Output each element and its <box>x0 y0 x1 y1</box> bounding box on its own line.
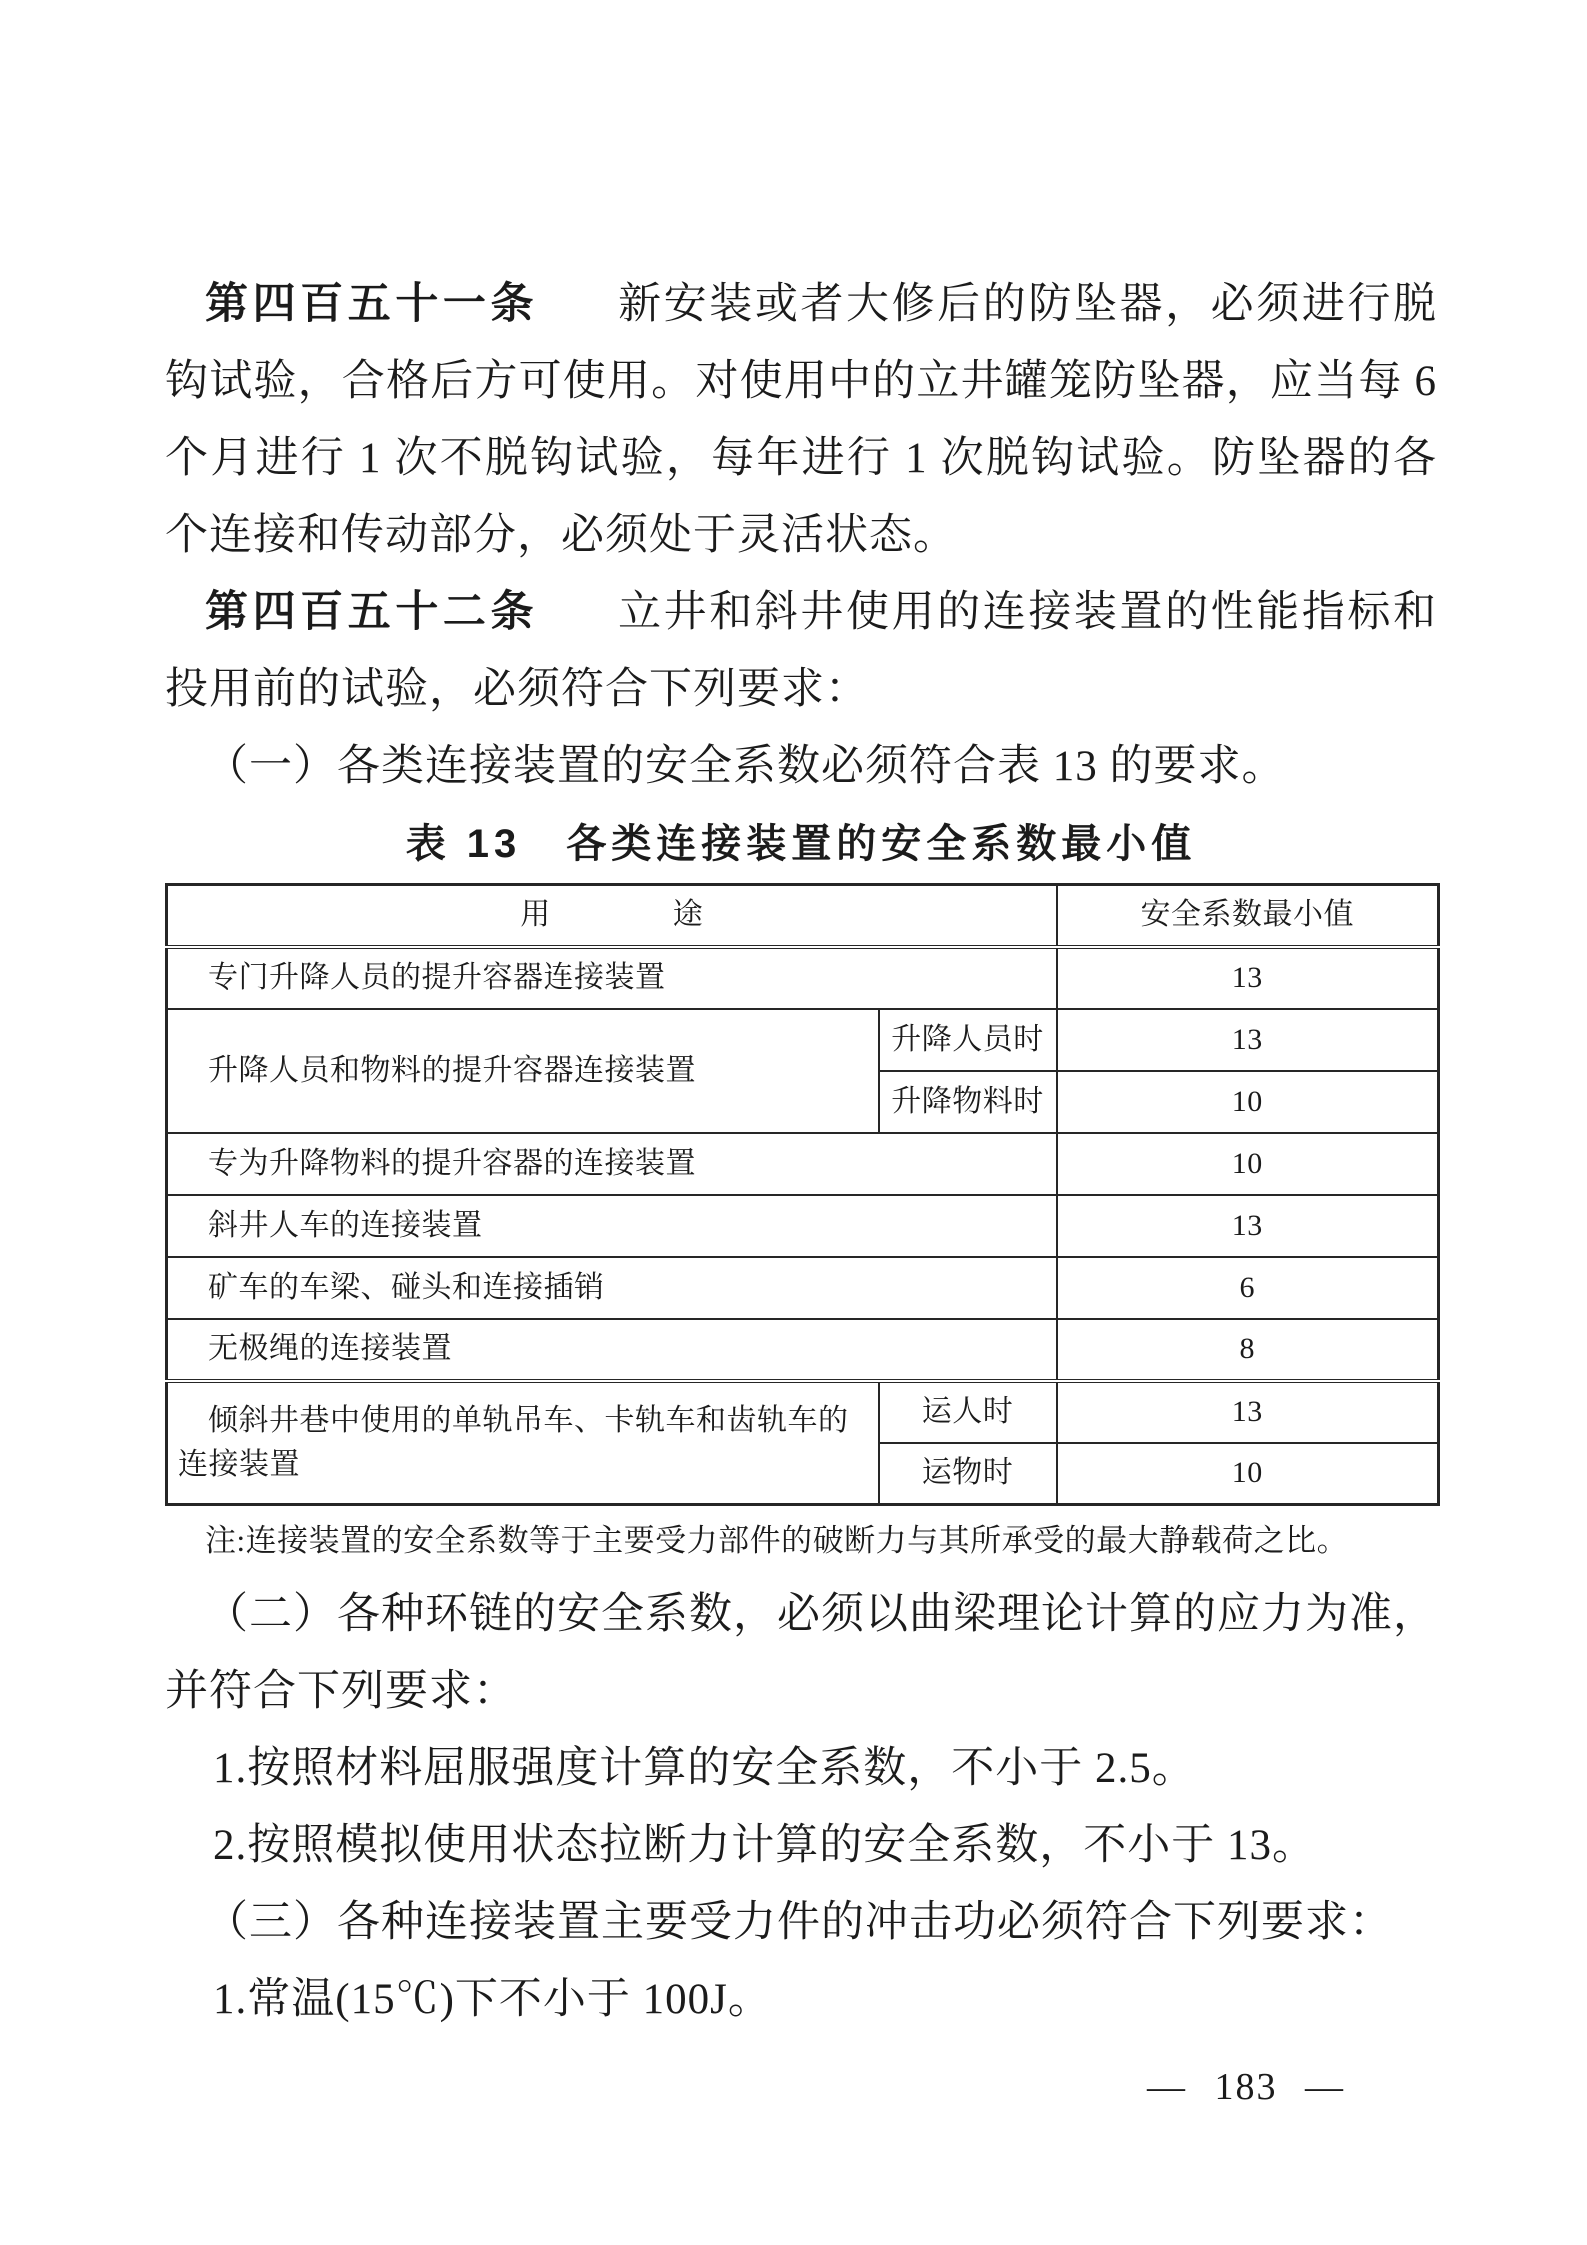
item-3-sub-1-paragraph: 1.常温(15℃)下不小于 100J。 <box>213 1976 772 2023</box>
value-cell: 8 <box>1057 1319 1439 1381</box>
table-row <box>167 1319 1439 1381</box>
value-cell: 10 <box>1057 1443 1439 1505</box>
table-note: 注:连接装置的安全系数等于主要受力部件的破断力与其所承受的最大静载荷之比。 <box>205 1523 1349 1558</box>
value-cell: 13 <box>1057 1195 1439 1257</box>
table-row <box>167 1009 1439 1071</box>
item-2-paragraph: （二）各种环链的安全系数，必须以曲梁理论计算的应力为准，并符合下列要求： <box>165 1591 1437 1715</box>
table-row <box>167 1133 1439 1195</box>
table-row <box>167 947 1439 1009</box>
article-452-number: 第四百五十二条 <box>205 588 539 636</box>
sub-label-cell: 升降人员时 <box>879 1009 1057 1071</box>
value-cell: 10 <box>1057 1133 1439 1195</box>
table-row <box>167 1381 1439 1443</box>
article-452-paragraph <box>165 574 1437 728</box>
header-cell-value: 安全系数最小值 <box>1057 885 1439 947</box>
page-content <box>165 0 1437 2112</box>
value-cell: 6 <box>1057 1257 1439 1319</box>
article-451-number: 第四百五十一条 <box>205 280 539 328</box>
value-cell: 13 <box>1057 947 1439 1009</box>
item-2-sub-1-paragraph: 1.按照材料屈服强度计算的安全系数，不小于 2.5。 <box>213 1745 1196 1792</box>
use-cell: 倾斜井巷中使用的单轨吊车、卡轨车和齿轨车的连接装置 <box>167 1381 879 1505</box>
page-number: — 183 — <box>1147 2066 1345 2108</box>
header-cell-use: 用 途 <box>167 885 1057 947</box>
sub-label-cell: 运人时 <box>879 1381 1057 1443</box>
value-cell: 13 <box>1057 1009 1439 1071</box>
table-row <box>167 1195 1439 1257</box>
article-451-paragraph <box>165 266 1437 574</box>
item-2-sub-2-paragraph: 2.按照模拟使用状态拉断力计算的安全系数，不小于 13。 <box>213 1822 1316 1869</box>
use-cell: 专为升降物料的提升容器的连接装置 <box>167 1133 1057 1195</box>
item-3-paragraph: （三）各种连接装置主要受力件的冲击功必须符合下列要求： <box>205 1899 1393 1946</box>
sub-label-cell: 运物时 <box>879 1443 1057 1505</box>
value-cell: 10 <box>1057 1071 1439 1133</box>
use-cell: 斜井人车的连接装置 <box>167 1195 1057 1257</box>
use-cell: 矿车的车梁、碰头和连接插销 <box>167 1257 1057 1319</box>
use-cell: 专门升降人员的提升容器连接装置 <box>167 947 1057 1009</box>
table-header-row <box>167 885 1439 947</box>
table-row <box>167 1257 1439 1319</box>
article-452-body: 立井和斜井使用的连接装置的性能指标和投用前的试验，必须符合下列要求： <box>165 589 1438 713</box>
use-cell: 无极绳的连接装置 <box>167 1319 1057 1381</box>
safety-factor-table <box>165 883 1440 1506</box>
sub-label-cell: 升降物料时 <box>879 1071 1057 1133</box>
item-1-paragraph: （一）各类连接装置的安全系数必须符合表 13 的要求。 <box>205 743 1286 790</box>
table-caption: 表 13 各类连接装置的安全系数最小值 <box>405 822 1197 866</box>
article-451-body: 新安装或者大修后的防坠器，必须进行脱钩试验，合格后方可使用。对使用中的立井罐笼防坠器，应当每 6 个月进行 1 次不脱钩试验，每年进行 1 次脱钩试验。防坠器的各个连接和传动部分，必须处于灵活状态。 <box>165 281 1438 559</box>
value-cell: 13 <box>1057 1381 1439 1443</box>
use-cell: 升降人员和物料的提升容器连接装置 <box>167 1009 879 1133</box>
